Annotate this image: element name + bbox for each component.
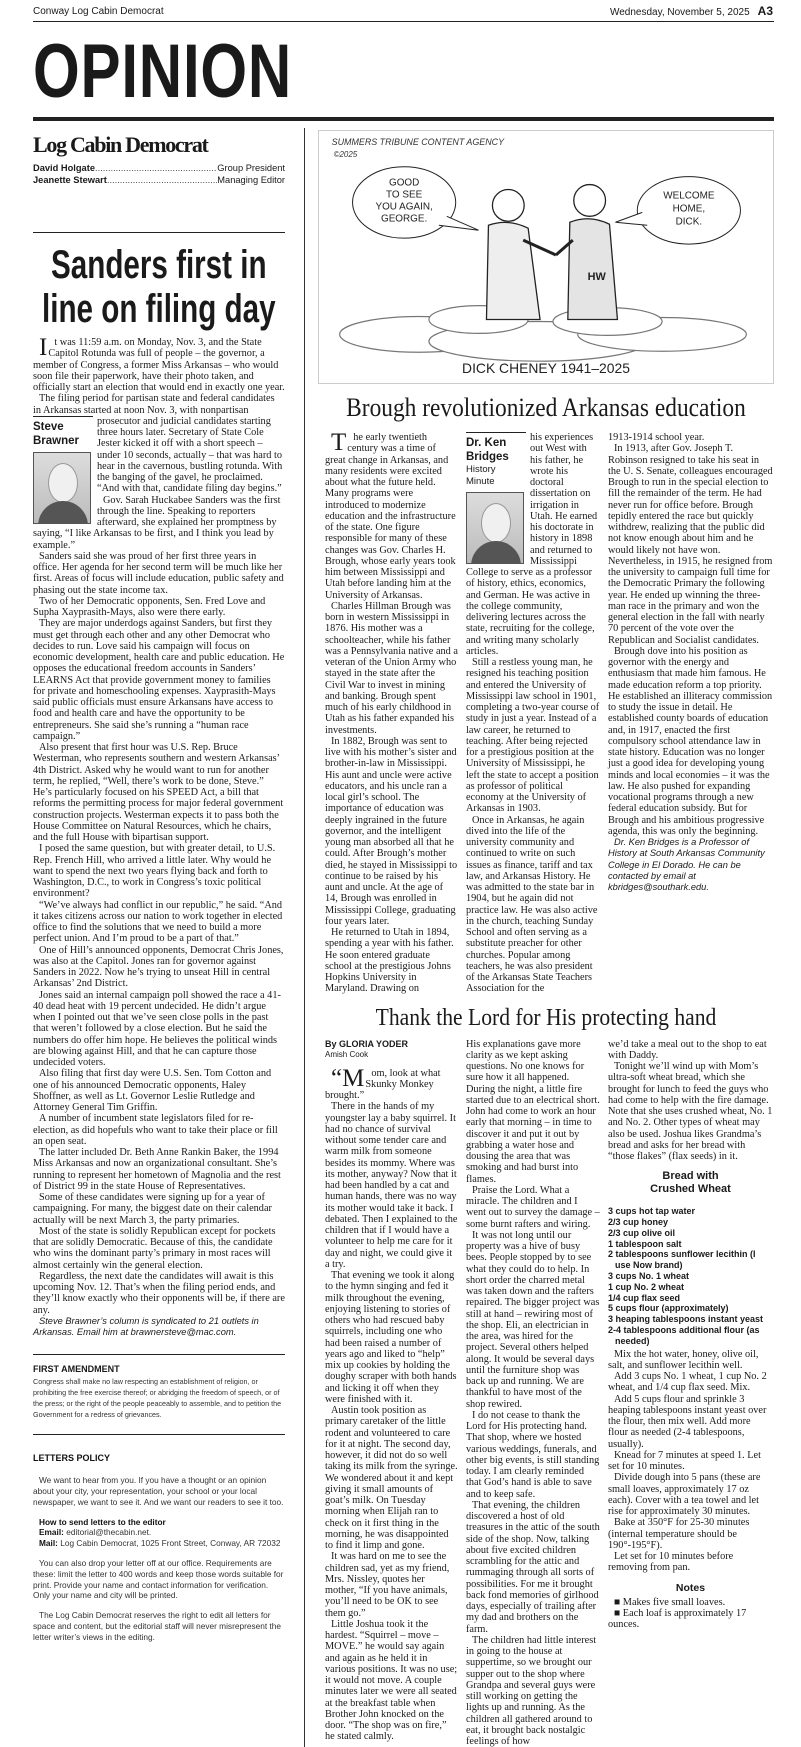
paragraph: we’d take a meal out to the shop to eat with Daddy. <box>608 1039 773 1062</box>
staff-name: Jeanette Stewart <box>33 174 107 186</box>
divider <box>33 1354 285 1355</box>
paragraph: Tonight we’ll wind up with Mom’s ultra-soft wheat bread, which she brought for lunch to feed the guys who had come to help with the fire damage. Note that she uses crushed wheat, No. 1 and No. 2. Other types of wheat may also be used. Joshua likes Grandma’s bread and asks for her bread with “those flakes” (flax seeds) in it. <box>608 1061 773 1162</box>
recipe-steps <box>608 1349 773 1574</box>
cartoon-caption: DICK CHENEY 1941–2025 <box>462 360 630 376</box>
issue-date: Wednesday, November 5, 2025 <box>610 7 750 18</box>
paragraph: They are major underdogs against Sanders, but first they must get through each other and any other Democrat who decides to run. Love said his campaign will focus on economic development, health care and public education. He opposes the educational freedom accounts in Sanders’ LEARNS Act that provide government money to families for private and homeschooling expenses. Xayprasith-Mays said public officials must ensure Arkansans have access to food and health care and have the opportunity to be entrepreneurs. She said she’s running a “human race campaign.” <box>33 618 285 742</box>
page-number: A3 <box>758 4 773 18</box>
author-first-name: Steve <box>33 420 93 434</box>
paragraph: Little Joshua took it the hardest. “Squirrel – move – MOVE.” he would say again and again as he held it in various positions. It was no use; it would not move. A couple minutes later we were all seated at the breakfast table when Brother John knocked on the door. “The shop was on fire,” he stated calmly. <box>325 1619 458 1743</box>
speech-bubble-left <box>353 167 479 238</box>
paragraph: In 1913, after Gov. Joseph T. Robinson resigned to take his seat in the U. S. Senate, colleagues encouraged Brough to run in the special election to fill the remainder of the term. He had never run for office before. Brough tepidly entered the race but quickly withdrew, realizing that the public did not know enough about him and he would likely not have won. Nevertheless, in 1915, he resigned from the university to campaign full time for the Democratic Primary the following year. He ended up winning the three-man race in the primary and won the general election in the fall with nearly 70 percent of the vote over the Republican and Socialist candidates. <box>608 443 773 646</box>
column-headline: Sanders first in line on filing day <box>33 243 285 331</box>
paragraph: Sanders said she was proud of her first three years in office. Her agenda for her second term will be much like her first. Areas of focus will include education, public safety and phasing out the state income tax. <box>33 551 285 596</box>
how-to-send <box>33 1517 285 1549</box>
staff-name: David Holgate <box>33 162 95 174</box>
paragraph: his experiences out West with his father, he wrote his doctoral dissertation on irrigation in Utah. He earned his doctorate in history in 1898 and returned to Mississippi College to serve as a professor of history, ethics, economics, and German. He was active in the college community, delivering lectures across the state, recruiting for the college, and writing many scholarly articles. <box>466 432 600 657</box>
recipe-title <box>608 1170 773 1196</box>
amish-text <box>325 1068 458 1743</box>
mail-address: Log Cabin Democrat, 1025 Front Street, Conway, AR 72032 <box>60 1538 280 1548</box>
bubble-text: TO SEE <box>386 189 423 200</box>
note-item <box>608 1608 773 1631</box>
staff-title: Managing Editor <box>217 174 285 186</box>
paragraph: “Mom, look at what Skunky Monkey brought.” <box>325 1068 458 1102</box>
paragraph: The children had little interest in going to the house at suppertime, so we brought our supper out to the shop where Grandpa and several guys were still working on getting the lights up and running. As the children all gathered around to eat, it brought back nostalgic feelings of how <box>466 1635 600 1747</box>
section-title: OPINION <box>33 34 292 110</box>
paragraph: Once in Arkansas, he again dived into the life of the university community and continued to write on such issues as finance, tariff and tax law, and Arkansas History. He was admitted to the state bar in 1904, but he again did not practice law. He was also active in the church, teaching Sunday School and often serving as a substitute preacher for other churches. Popular among teachers, he was also president of the Arkansas State Teachers Association for the <box>466 815 600 995</box>
paragraph: I posed the same question, but with greater detail, to U.S. Rep. French Hill, who arrived a little later. Why would he want to spend the next two years flying back and forth to Washington, D.C., to work in Congress’s toxic political environment? <box>33 843 285 899</box>
ingredient: 1 tablespoon salt <box>608 1239 773 1250</box>
letters-heading: LETTERS POLICY <box>33 1453 285 1464</box>
amish-column-3 <box>608 1039 773 1631</box>
author-last-name: Brawner <box>33 434 93 448</box>
paragraph: A number of incumbent state legislators filed for re-election, as did hopefuls who want to take their place or fill an open seat. <box>33 1113 285 1147</box>
ingredient: 2/3 cup olive oil <box>608 1228 773 1239</box>
recipe-step: Divide dough into 5 pans (these are small loaves, approximately 17 oz each). Cover with a tea towel and let rise for approximately 30 minutes. <box>608 1472 773 1517</box>
divider <box>33 232 285 233</box>
history-column-3 <box>608 432 773 893</box>
left-column <box>33 130 285 1652</box>
recipe-step: Add 5 cups flour and sprinkle 3 heaping tablespoons instant yeast over the flour, then mix well. Add more flour as needed (2-4 tablespoons, usually). <box>608 1394 773 1450</box>
email-label: Email: <box>39 1527 64 1537</box>
right-column <box>318 130 774 1747</box>
history-headline: Brough revolutionized Arkansas education <box>321 392 771 424</box>
figure-right-icon <box>556 185 618 320</box>
letters-rights: The Log Cabin Democrat reserves the right to edit all letters for space and content, but the editorial staff will never misrepresent the letter writer’s views in the editing. <box>33 1610 285 1642</box>
amish-article <box>318 1039 774 1747</box>
bubble-text: YOU AGAIN, <box>375 201 432 212</box>
paragraph: He returned to Utah in 1894, spending a year with his father. He soon entered graduate school at the prestigious Johns Hopkins University in Maryland. Drawing on <box>325 927 458 995</box>
first-amendment-text: Congress shall make no law respecting an establishment of religion, or prohibiting the free exercise thereof; or abridging the freedom of speech, or of the press; or the right of the people peaceably to assemble, and to petition the Government for a redress of grievances. <box>33 1377 285 1420</box>
cartoon-signature: SUMMERS TRIBUNE CONTENT AGENCY <box>332 137 505 147</box>
ingredient-list <box>608 1206 773 1346</box>
amish-column-2 <box>466 1039 600 1747</box>
divider <box>33 117 774 121</box>
bullet-icon: ■ <box>614 1597 623 1608</box>
note-text: Makes five small loaves. <box>623 1597 725 1608</box>
notes-title: Notes <box>608 1582 773 1595</box>
paragraph: 1913-1914 school year. <box>608 432 773 443</box>
page-info <box>610 4 773 18</box>
ingredient: 1/4 cup flax seed <box>608 1293 773 1304</box>
amish-text <box>608 1039 773 1163</box>
recipe-step: Let set for 10 minutes before removing from pan. <box>608 1551 773 1574</box>
paragraph: Regardless, the next date the candidates will await is this upcoming Nov. 12. That’s when the filing period ends, and they’ll know exactly who their opponents will be, if there are any. <box>33 1271 285 1316</box>
bubble-text: GEORGE. <box>381 213 427 224</box>
author-tagline: Dr. Ken Bridges is a Professor of History at South Arkansas Community College in El Dorado. He can be contacted by email at kbridges@southark.edu. <box>608 837 773 893</box>
staff-row <box>33 162 285 174</box>
letters-requirements: You can also drop your letter off at our office. Requirements are these: limit the letter to 400 words and keep those words suitable for print. Provide your name and contact information for verification. Only your name and city will be printed. <box>33 1558 285 1601</box>
sleeve-initials: HW <box>588 271 607 283</box>
leader-dots <box>107 174 217 186</box>
paragraph: Brough dove into his position as governor with the energy and enthusiasm that made him famous. He made education reform a top priority. He established an illiteracy commission to study the issue in detail. He established county boards of education and, in 1917, enacted the first compulsory school attendance law in state history. Education was no longer just a good idea for developing young minds and local economies – it was the law. He also pushed for expanding vocational programs through a new federal education subsidy. But for Brough and his ambitious progressive agenda, this was only the beginning. <box>608 646 773 837</box>
letters-policy <box>33 1453 285 1642</box>
paragraph: Also filing that first day were U.S. Sen. Tom Cotton and one of his announced Democratic opponents, Haley Shoffner, as well as Lt. Governor Leslie Rutledge and Attorney General Tim Griffin. <box>33 1068 285 1113</box>
ingredient: 2-4 tablespoons additional flour (as needed) <box>608 1325 773 1347</box>
ingredient: 3 cups hot tap water <box>608 1206 773 1217</box>
column-divider <box>304 128 305 1747</box>
paragraph: Jones said an internal campaign poll showed the race a 41-40 dead heat with 19 percent undecided. He didn’t argue when I pointed out that we’ve seen close polls in the past that weren’t followed by a close election. But he said the numbers do offer him hope. He believes the political winds are blowing against Hill, and that he can capture those undecided voters. <box>33 990 285 1069</box>
author-photo <box>466 492 524 564</box>
recipe-step: Mix the hot water, honey, olive oil, salt, and sunflower lecithin well. <box>608 1349 773 1372</box>
staff-row <box>33 174 285 186</box>
byline-author: By GLORIA YODER <box>325 1039 458 1050</box>
bubble-text: WELCOME <box>663 190 715 201</box>
author-tagline: Steve Brawner’s column is syndicated to 21 outlets in Arkansas. Email him at brawnersteve@mac.com. <box>33 1316 285 1339</box>
paragraph: It was 11:59 a.m. on Monday, Nov. 3, and the State Capitol Rotunda was full of people – the governor, a member of Congress, a former Miss Arkansas – who would soon file their paperwork, have their photo taken, and officially start an election that would end in exactly one year. <box>33 337 285 393</box>
staff-box <box>33 162 285 186</box>
paragraph: It was hard on me to see the children sad, yet as my friend, Mrs. Nissley, quotes her mother, “If you have animals, you’ll need to be OK to see them go.” <box>325 1551 458 1619</box>
history-column-1 <box>325 432 458 995</box>
ingredient: 2/3 cup honey <box>608 1217 773 1228</box>
history-column-2 <box>466 432 600 995</box>
ingredient: 3 cups No. 1 wheat <box>608 1271 773 1282</box>
paragraph: Austin took position as primary caretaker of the little rodent and volunteered to care for it at night. The second day, however, it did not do so well taking its milk from the syringe. We wondered about it and kept giving it small amounts of goat’s milk. On Tuesday morning when Elijah ran to check on it first thing in the morning, he was disappointed to find it limp and gone. <box>325 1405 458 1551</box>
cloud-icon <box>340 306 747 362</box>
bubble-text: HOME, <box>673 203 705 214</box>
recipe-step: Bake at 350°F for 25-30 minutes (internal temperature should be 190°-195°F). <box>608 1517 773 1551</box>
first-amendment-heading: FIRST AMENDMENT <box>33 1363 285 1375</box>
cartoon-copyright: ©2025 <box>334 150 358 159</box>
paragraph: Still a restless young man, he resigned his teaching position and entered the University of Mississippi law school in 1901, completing a two-year course of study in just a year. Instead of a law career, he returned to teaching. After being rejected for a prestigious position at the University of Mississippi, he left the state to accept a position as professor of political economy at the University of Arkansas in 1903. <box>466 657 600 815</box>
how-heading: How to send letters to the editor <box>39 1517 166 1527</box>
paragraph: The filing period for partisan state and federal candidates in Arkansas started at noon Nov. 3, with nonpartisan prosecutor and judicial candidates starting three hours later. Secretary of State Cole Jester kicked it off with a short speech – under 10 seconds, actually – that was hard to hear in the cavernous, bustling rotunda. With the banging of the gavel, he proclaimed. “And with that, candidate filing day begins.” <box>33 393 285 494</box>
amish-headline: Thank the Lord for His protecting hand <box>321 1003 771 1033</box>
paragraph: In 1882, Brough was sent to live with his mother’s sister and brother-in-law in Mississippi. His aunt and uncle were active educators, and his uncle ran a local girl’s school. The importance of education was deeply ingrained in the future governor, and the intelligent young man absorbed all that he could. After Brough’s mother died, he stayed in Mississippi to continue to be raised by his aunt and uncle. At the age of 14, Brough was enrolled in Mississippi College, graduating four years later. <box>325 736 458 927</box>
paragraph: Two of her Democratic opponents, Sen. Fred Love and Supha Xayprasith-Mays, also were there early. <box>33 596 285 619</box>
staff-title: Group President <box>217 162 285 174</box>
note-item <box>608 1597 773 1608</box>
author-photo <box>33 452 91 524</box>
author-name: Dr. Ken Bridges <box>466 436 526 464</box>
paragraph: Gov. Sarah Huckabee Sanders was the first through the line. Speaking to reporters afterward, she explained her promptness by saying, “I like Arkansas to be first, and I think you lead by example.” <box>33 495 285 551</box>
column-name: History Minute <box>466 464 526 488</box>
amish-column-1 <box>325 1039 458 1743</box>
ingredient: 2 tablespoons sunflower lecithin (I use Now brand) <box>608 1249 773 1271</box>
recipe-title-line: Bread with <box>662 1170 718 1182</box>
note-text: Each loaf is approximately 17 ounces. <box>608 1608 746 1630</box>
byline <box>325 1039 458 1060</box>
paragraph: One of Hill’s announced opponents, Democrat Chris Jones, was also at the Capitol. Jones ran for governor against Sanders in 2022. Now he’s trying to unseat Hill in central Arkansas’ 2nd District. <box>33 945 285 990</box>
divider <box>33 1434 285 1435</box>
recipe-step: Knead for 7 minutes at speed 1. Let set for 10 minutes. <box>608 1450 773 1473</box>
byline-column: Amish Cook <box>325 1050 458 1060</box>
author-box <box>466 432 526 564</box>
paragraph: The latter included Dr. Beth Anne Rankin Baker, the 1994 Miss Arkansas and now an organizational consultant. She’s running to represent her hometown of Magnolia and the rest of District 99 in the state House of Representatives. <box>33 1147 285 1192</box>
paragraph: The early twentieth century was a time of great change in Arkansas, and many residents were excited about what the future held. Many programs were introduced to modernize education and the infrastructure of the state. One figure responsible for many of these changes was Gov. Charles H. Brough, whose early years took him between Mississippi and Utah before landing him at the University of Arkansas. <box>325 432 458 601</box>
mail-label: Mail: <box>39 1538 58 1548</box>
email-link[interactable]: editorial@thecabin.net. <box>66 1527 151 1537</box>
paper-name: Conway Log Cabin Democrat <box>33 6 164 17</box>
recipe-title-line: Crushed Wheat <box>650 1183 731 1195</box>
bubble-text: DICK. <box>676 216 702 227</box>
paragraph: His explanations gave more clarity as we kept asking questions. No one knows for sure how it all happened. During the night, a little fire started due to an electrical short. John had come to work an hour early that morning – in time to discover it and put it out by grabbing a water hose and dousing the area that was smoking and had burst into flames. <box>466 1039 600 1185</box>
ingredient: 5 cups flour (approximately) <box>608 1303 773 1314</box>
speech-bubble-right <box>615 177 740 244</box>
paragraph: That evening we took it along to the hymn singing and fed it milk throughout the evening, enjoying listening to stories of others who had rescued baby squirrels, including one who had been raised a number of years ago and liked to “help” mix up cookies by holding the doughy scraper with both hands and licking it off when they were finished with it. <box>325 1270 458 1405</box>
column-body <box>33 337 285 1338</box>
letters-intro: We want to hear from you. If you have a thought or an opinion about your city, your representation, your school or your local newspaper, we want to see it. And we want our readers to see it too. <box>33 1475 285 1507</box>
recipe-step: Add 3 cups No. 1 wheat, 1 cup No. 2 wheat, and 1/4 cup flax seed. Mix. <box>608 1371 773 1394</box>
editorial-cartoon <box>318 130 774 384</box>
ingredient: 3 heaping tablespoons instant yeast <box>608 1314 773 1325</box>
newspaper-logo: Log Cabin Democrat <box>33 132 285 158</box>
paragraph: Most of the state is solidly Republican except for pockets that are solidly Democratic. Because of this, the candidate who wins the dominant party’s primary in most races will almost certainly win the general election. <box>33 1226 285 1271</box>
paragraph: “We’ve always had conflict in our republic,” he said. “And it takes citizens across our nation to work together in elected office to find the solutions that we need to build a more perfect union. And I’m proud to be a part of that.” <box>33 900 285 945</box>
paragraph: There in the hands of my youngster lay a baby squirrel. It had no chance of survival without some tender care and warm milk from someone besides its mommy. Where was its mother, anyway? Now that it had been handled by a cat and human hands, there was no way its mother would take it back. I debated. Then I explained to the children that if I would have a volunteer to help me care for it day and night, we could give it a try. <box>325 1101 458 1270</box>
history-article <box>318 432 774 995</box>
paragraph: Charles Hillman Brough was born in western Mississippi in 1876. His mother was a schoolteacher, while his father was a Pennsylvania native and a veteran of the Union Army who stayed in the state after the Civil War to invest in mining and banking. Brough spent much of his early childhood in Utah as his father expanded his investments. <box>325 601 458 736</box>
author-box <box>33 416 93 524</box>
divider <box>33 21 774 22</box>
bullet-icon: ■ <box>614 1608 623 1619</box>
notes-list <box>608 1597 773 1631</box>
ingredient: 1 cup No. 2 wheat <box>608 1282 773 1293</box>
paragraph: Also present that first hour was U.S. Rep. Bruce Westerman, who represents southern and western Arkansas’ 4th District. Asked why he would want to run for another term, he replied, “Well, there’s work to be done, Steve.” He’s particularly focused on his SPEED Act, a bill that reforms the permitting process for major federal government construction projects. Westerman expects it to pass both the House Committee on Natural Resources, which he chairs, and the full House with bipartisan support. <box>33 742 285 843</box>
figure-left-icon <box>486 190 555 320</box>
leader-dots <box>95 162 217 174</box>
paragraph: Praise the Lord. What a miracle. The children and I went out to survey the damage – some burnt rafters and wiring. <box>466 1185 600 1230</box>
paragraph: That evening, the children discovered a host of old treasures in the attic of the south side of the shop. Now, talking about five excited children scrambling for the attic and rummaging through all sorts of possibilities. For me it brought back fond memories of girlhood days, especially of trailing after my dad and brothers on the farm. <box>466 1500 600 1635</box>
paragraph: I do not cease to thank the Lord for His protecting hand. That shop, where we hosted various weddings, funerals, and other big events, is still standing today. I am clearly reminded that God’s hand is able to save and to keep safe. <box>466 1410 600 1500</box>
bubble-text: GOOD <box>389 178 419 189</box>
paragraph: It was not long until our property was a hive of busy bees. People stopped by to see what they could do to help. In short order the charred metal was taken down and the rafters repaired. The bigger project was still at hand – rewiring most of the shop. Eli, an electrician in the area, was hired for the project. Several others helped along. It would be several days until the furniture shop was back up and running. We are thankful to have most of the shop rewired. <box>466 1230 600 1410</box>
paragraph: Some of these candidates were signing up for a year of campaigning. For many, the biggest date on their calendar actually will be next March 3, the party primaries. <box>33 1192 285 1226</box>
